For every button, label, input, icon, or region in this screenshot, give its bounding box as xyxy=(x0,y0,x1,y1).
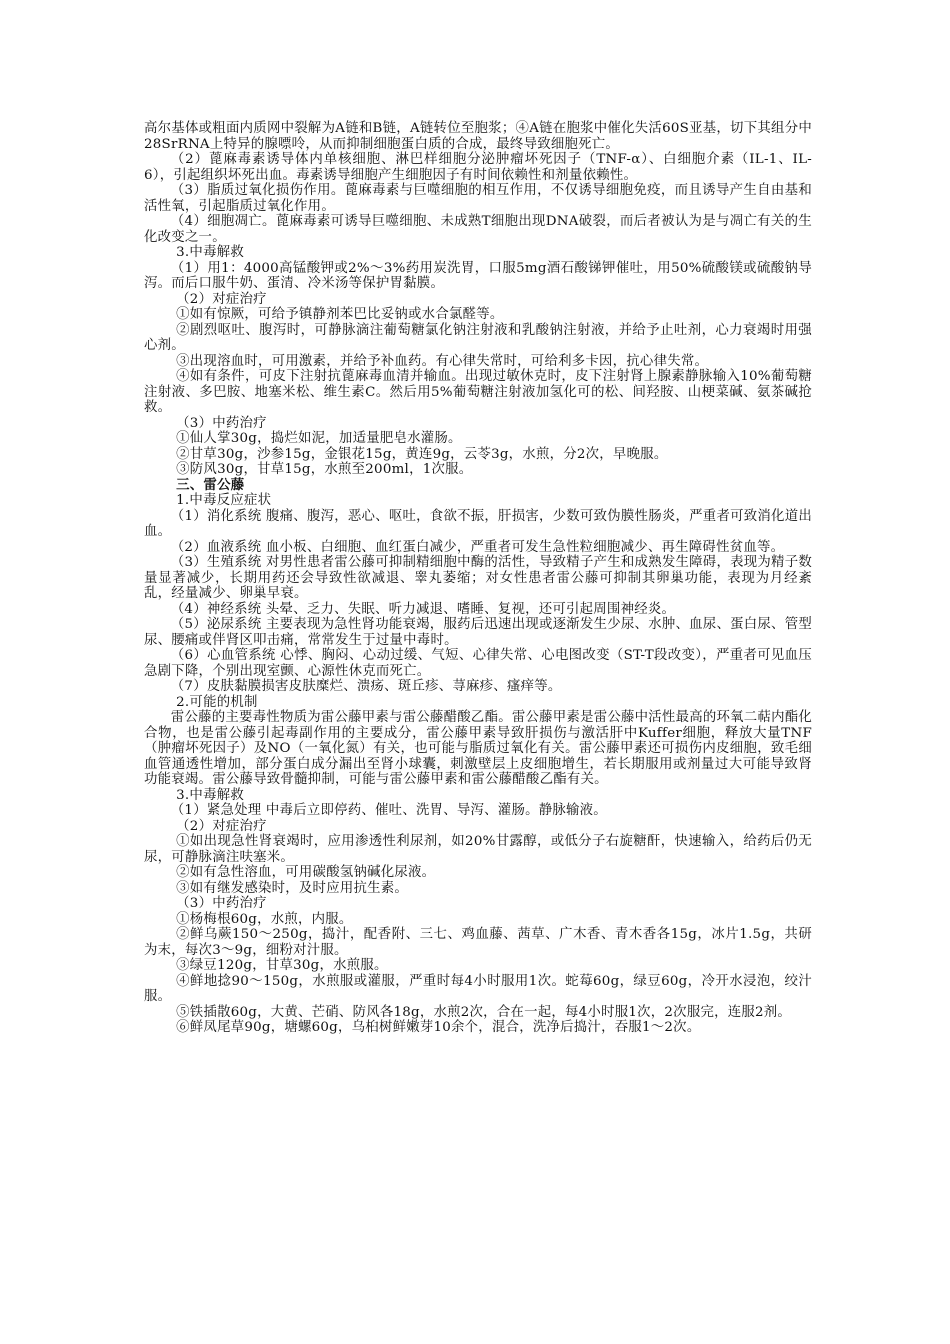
paragraph: （3）生殖系统 对男性患者雷公藤可抑制精细胞中酶的活性，导致精子产生和成熟发生障碍，表现为精子数量显著减少，长期用药还会导致性欲减退、睾丸萎缩；对女性患者雷公藤可抑制其卵巢功能，表现为月经紊乱，经量减少、卵巢早衰。 xyxy=(144,555,812,601)
paragraph: ①杨梅根60g，水煎，内服。 xyxy=(176,911,353,927)
document-page xyxy=(144,121,812,1036)
paragraph: ②甘草30g，沙参15g，金银花15g，黄连9g，云苓3g，水煎，分2次，早晚服。 xyxy=(176,446,668,462)
paragraph: ②剧烈呕吐、腹泻时，可静脉滴注葡萄糖氯化钠注射液和乳酸钠注射液，并给予止吐剂，心力衰竭时用强心剂。 xyxy=(144,322,812,353)
paragraph: ③防风30g，甘草15g，水煎至200ml，1次服。 xyxy=(176,462,473,477)
paragraph: （2）蓖麻毒素诱导体内单核细胞、淋巴样细胞分泌肿瘤坏死因子（TNF-α）、白细胞介素（IL-1、IL-6），引起组织坏死出血。毒素诱导细胞产生细胞因子有时间依赖性和剂量依赖性。 xyxy=(144,152,812,183)
paragraph: ①如出现急性肾衰竭时，应用渗透性利尿剂，如20%甘露醇，或低分子右旋糖酐，快速输入，给药后仍无尿，可静脉滴注呋塞米。 xyxy=(144,834,812,865)
paragraph: ⑥鲜凤尾草90g，塘螺60g，乌桕树鲜嫩芽10余个，混合，洗净后捣汁，吞服1～2次。 xyxy=(176,1020,701,1035)
paragraph: ④鲜地捻90～150g，水煎服或灌服，严重时每4小时服用1次。蛇莓60g，绿豆60g，冷开水浸泡，绞汁服。 xyxy=(144,973,812,1004)
paragraph: （3）脂质过氧化损伤作用。蓖麻毒素与巨噬细胞的相互作用，不仅诱导细胞免疫，而且诱导产生自由基和活性氧，引起脂质过氧化作用。 xyxy=(144,183,812,214)
paragraph: ③绿豆120g，甘草30g，水煎服。 xyxy=(176,958,388,973)
paragraph: ④如有条件，可皮下注射抗蓖麻毒血清并输血。出现过敏休克时，皮下注射肾上腺素静脉输入10%葡萄糖注射液、多巴胺、地塞米松、维生素C。然后用5%葡萄糖注射液加氢化可的松、间羟胺、山梗菜碱、氨茶碱抢救。 xyxy=(144,369,812,415)
paragraph: ②如有急性溶血，可用碳酸氢钠碱化尿液。 xyxy=(176,865,436,880)
paragraph: （5）泌尿系统 主要表现为急性肾功能衰竭，服药后迅速出现或逐渐发生少尿、水肿、血尿、蛋白尿、管型尿、腰痛或伴肾区叩击痛，常常发生于过量中毒时。 xyxy=(144,617,812,648)
paragraph: （2）对症治疗 xyxy=(176,291,267,307)
paragraph: ①仙人掌30g，捣烂如泥，加适量肥皂水灌肠。 xyxy=(176,431,462,446)
section-heading: 三、雷公藤 xyxy=(176,476,245,493)
paragraph: 3.中毒解救 xyxy=(176,787,244,803)
paragraph: （2）血液系统 血小板、白细胞、血红蛋白减少，严重者可发生急性粒细胞减少、再生障碍性贫血等。 xyxy=(170,539,785,555)
paragraph: 1.中毒反应症状 xyxy=(176,493,272,508)
paragraph: （6）心血管系统 心悸、胸闷、心动过缓、气短、心律失常、心电图改变（ST-T段改变），严重者可见血压急剧下降，个别出现室颤、心源性休克而死亡。 xyxy=(144,648,812,679)
paragraph: （3）中药治疗 xyxy=(176,415,267,431)
paragraph: （7）皮肤黏膜损害皮肤糜烂、溃疡、斑丘疹、荨麻疹、瘙痒等。 xyxy=(170,679,562,694)
paragraph: （4）细胞凋亡。蓖麻毒素可诱导巨噬细胞、未成熟T细胞出现DNA破裂，而后者被认为是与凋亡有关的生化改变之一。 xyxy=(144,214,812,245)
paragraph: ⑤铁插散60g，大黄、芒硝、防风各18g，水煎2次，合在一起，每4小时服1次，2次服完，连服2剂。 xyxy=(176,1004,792,1020)
paragraph: 雷公藤的主要毒性物质为雷公藤甲素与雷公藤醋酸乙酯。雷公藤甲素是雷公藤中活性最高的环氧二萜内酯化合物，也是雷公藤引起毒副作用的主要成分，雷公藤甲素导致肝损伤与激活肝中Kuffer细胞，释放大量TNF（肿瘤坏死因子）及NO（一氧化氮）有关，也可能与脂质过氧化有关。雷公藤甲素还可损伤内皮细胞，致毛细血管通透性增加，部分蛋白成分漏出至肾小球囊，刺激壁层上皮细胞增生，若长期服用或剂量过大可能导致肾功能衰竭。雷公藤导致骨髓抑制，可能与雷公藤甲素和雷公藤醋酸乙酯有关。 xyxy=(144,710,812,787)
paragraph: ①如有惊厥，可给予镇静剂苯巴比妥钠或水合氯醛等。 xyxy=(176,307,504,322)
paragraph: （1）用1：4000高锰酸钾或2%～3%药用炭洗胃，口服5mg酒石酸锑钾催吐，用50%硫酸镁或硫酸钠导泻。而后口服牛奶、蛋清、冷米汤等保护胃黏膜。 xyxy=(144,260,812,291)
paragraph: （1）消化系统 腹痛、腹泻，恶心、呕吐，食欲不振，肝损害，少数可致伪膜性肠炎，严重者可致消化道出血。 xyxy=(144,508,812,539)
paragraph: 2.可能的机制 xyxy=(176,694,258,710)
paragraph: （4）神经系统 头晕、乏力、失眠、听力减退、嗜睡、复视，还可引起周围神经炎。 xyxy=(170,601,676,617)
paragraph: 高尔基体或粗面内质网中裂解为A链和B链，A链转位至胞浆；④A链在胞浆中催化失活60S亚基，切下其组分中28SrRNA上特异的腺嘌呤，从而抑制细胞蛋白质的合成，最终导致细胞死亡。 xyxy=(144,121,812,152)
paragraph: 3.中毒解救 xyxy=(176,245,244,260)
paragraph: （2）对症治疗 xyxy=(176,818,267,834)
paragraph: ②鲜乌蕨150～250g，捣汁，配香附、三七、鸡血藤、茜草、广木香、青木香各15g，冰片1.5g，共研为末，每次3～9g，细粉对汁服。 xyxy=(144,927,812,958)
paragraph: （1）紧急处理 中毒后立即停药、催吐、洗胃、导泻、灌肠。静脉输液。 xyxy=(170,803,607,818)
paragraph: （3）中药治疗 xyxy=(176,896,267,911)
paragraph: ③如有继发感染时，及时应用抗生素。 xyxy=(176,880,409,896)
paragraph: ③出现溶血时，可用激素，并给予补血药。有心律失常时，可给利多卡因，抗心律失常。 xyxy=(176,353,709,369)
